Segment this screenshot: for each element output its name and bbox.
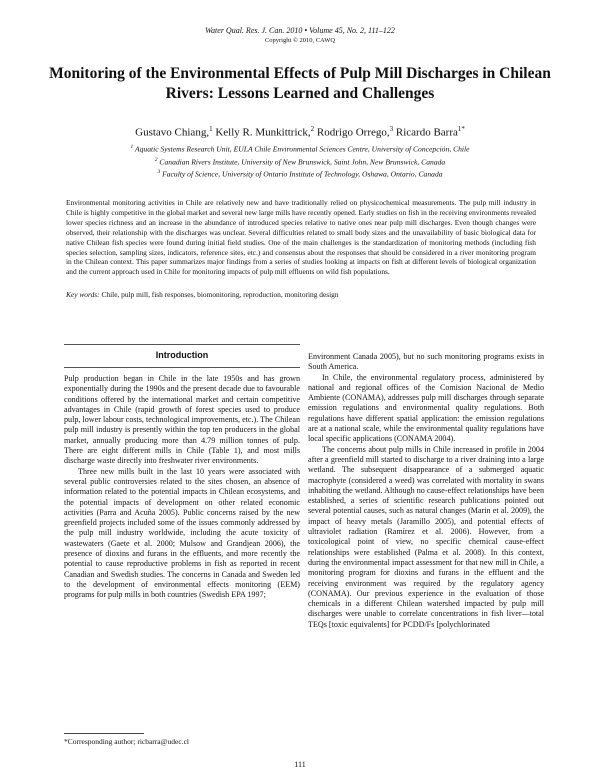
affiliation-mark: 1 <box>130 144 134 150</box>
paragraph: Pulp production began in Chile in the late 1950s and has grown exponentially during the 1990s and the present decade due to favourable conditions offered by the international market and certain competitive advantages in Chile (rapid growth of forest species used to produce pulp, lower labour costs, technological improvements, etc.). The Chilean pulp mill industry is presently within the top ten producers in the global market, annually producing more than 4.79 million tonnes of pulp. There are eight different mills in Chile (Table 1), and most mills discharge waste directly into freshwater river environments. <box>64 374 300 466</box>
keywords-text: Chile, pulp mill, fish responses, biomonitoring, reproduction, monitoring design <box>101 290 339 299</box>
affiliation-text: Faculty of Science, University of Ontario Institute of Technology, Oshawa, Ontario, Canada <box>162 169 443 179</box>
author-name: Kelly R. Munkittrick, <box>215 126 311 139</box>
paragraph: Three new mills built in the last 10 years were associated with several public controversies related to the sites chosen, an absence of information related to the potential impacts in Chilean ecosystems, and the potential impacts of development on other related economic activities (Parra and Acuña 2005). Public concerns raised by the new greenfield projects included some of the issues commonly addressed by the pulp mill industry worldwide, including the acute toxicity of wastewaters (Gaete et al. 2000; Mulsow and Grandjean 2006), the presence of dioxins and furans in the effluents, and more recently the potential to cause reproductive problems in fish as reported in recent Canadian and Swedish studies. The concerns in Canada and Sweden led to the development of environmental effects monitoring (EEM) programs for pulp mills in both countries (Swedish EPA 1997; <box>64 466 300 600</box>
keywords-label: Key words: <box>66 290 100 299</box>
author-mark: 1* <box>457 125 465 133</box>
abstract: Environmental monitoring activities in Chile are relatively new and have traditionally relied on physicochemical measurements. The pulp mill industry in Chile is highly competitive in the global market and several new large mills have recently opened. Early studies on fish in the receiving environments revealed lower species richness and an increase in the abundance of introduced species relative to native ones near pulp mill discharges. Even though changes were observed, their relationship with the discharges was unclear. Several difficulties related to small body sizes and the unavailability of basic biological data for native Chilean fish species were found during initial field studies. One of the main challenges is the standardization of monitoring methods (including fish species selection, sampling sizes, indicators, reference sites, etc.) and consensus about the responses that should be considered in a river monitoring program in the Chilean context. This paper summarizes major findings from a series of studies looking at impacts on fish at different levels of biological organization and the current approach used in Chile for monitoring impacts of pulp mill effluents on wild fish populations. <box>66 198 536 277</box>
author-list <box>40 122 560 140</box>
author-name: Ricardo Barra <box>395 126 458 139</box>
paragraph: Environment Canada 2005), but no such monitoring programs exists in South America. <box>308 352 544 372</box>
author-name: Rodrigo Orrego, <box>316 126 390 139</box>
author-mark: 2 <box>310 125 315 133</box>
paragraph: In Chile, the environmental regulatory process, administered by national and regional offices of the Comision Nacional de Medio Ambiente (CONAMA), addresses pulp mill discharges through separate emission regulations and environmental quality regulations. Both regulations have different spatial application: the emission regulations are at a national scale, while the environmental quality regulations have local specific applications (CONAMA 2004). <box>308 372 544 444</box>
author-mark: 1 <box>209 125 213 133</box>
footnote: *Corresponding author; ricbarra@udec.cl <box>64 737 189 746</box>
section-heading: Introduction <box>155 350 209 360</box>
body-column-right <box>308 352 544 630</box>
footnote-divider <box>64 733 144 734</box>
affiliation-item <box>60 155 540 168</box>
affiliation-mark: 3 <box>157 169 161 176</box>
affiliation-mark: 2 <box>154 156 158 163</box>
page-number: 111 <box>294 760 306 769</box>
affiliations <box>60 142 540 180</box>
body-column-left <box>64 374 300 601</box>
journal-citation: Water Qual. Res. J. Can. 2010 • Volume 45, No. 2, 111–122 <box>205 26 395 35</box>
affiliation-item <box>60 142 540 155</box>
author-name: Gustavo Chiang, <box>135 126 210 139</box>
affiliation-text: Canadian Rivers Institute, University of New Brunswick, Saint John, New Brunswick, Canada <box>159 157 446 167</box>
author-mark: 3 <box>389 125 394 133</box>
affiliation-item <box>60 167 540 180</box>
affiliation-text: Aquatic Systems Research Unit, EULA Chile Environmental Sciences Centre, University of Concepción, Chile <box>134 144 470 154</box>
copyright-line: Copyright © 2010, CAWQ <box>264 37 336 44</box>
keywords <box>66 290 536 300</box>
paper-title: Monitoring of the Environmental Effects of Pulp Mill Discharges in Chilean Rivers: Lessons Learned and Challenges <box>49 65 551 102</box>
paragraph: The concerns about pulp mills in Chile increased in profile in 2004 after a greenfield mill started to discharge to a river draining into a large wetland. The subsequent disappearance of a submerged aquatic macrophyte (considered a weed) was correlated with mortality in swans inhabiting the wetland. Although no cause-effect relationships have been established, a series of scientific research publications pointed out several potential causes, such as natural changes (Marin et al. 2009), the impact of heavy metals (Jaramillo 2005), and potential effects of ultraviolet radiation (Ramírez et al. 2006). However, from a toxicological point of view, no specific chemical cause-effect relationships were established (Palma et al. 2008). In this context, during the environmental impact assessment for that new mill in Chile, a monitoring program for dioxins and furans in the effluent and the receiving environment was required by the regulatory agency (CONAMA). Our previous experience in the evaluation of those chemicals in a different Chilean watershed impacted by pulp mill discharges were unable to correlate concentrations in fish liver—total TEQs [toxic equivalents] for PCDD/Fs [polychlorinated <box>308 444 544 629</box>
